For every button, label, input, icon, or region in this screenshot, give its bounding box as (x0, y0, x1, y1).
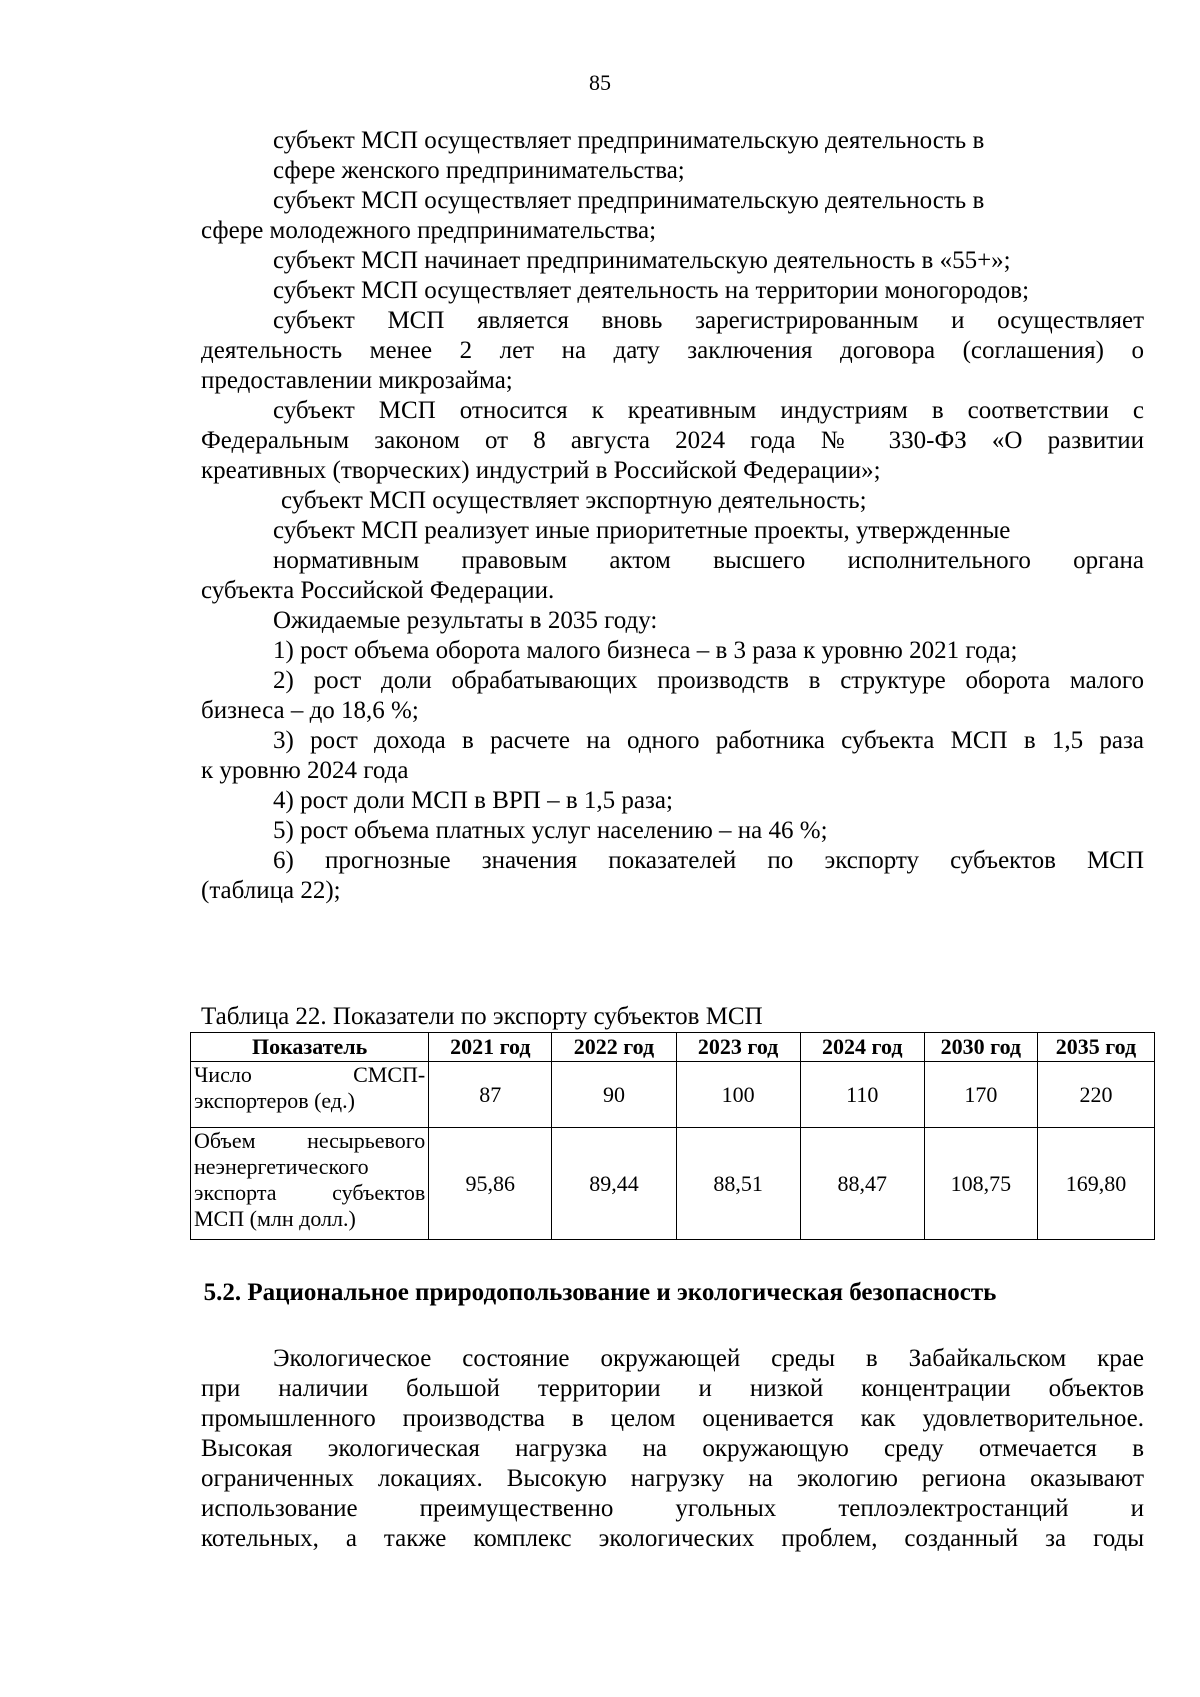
text-line: нормативным правовым актом высшего исполнительного органа (273, 547, 1144, 574)
result-item: 2) рост доли обрабатывающих производств в структуре оборота малого (273, 667, 1144, 694)
table-cell: 169,80 (1037, 1128, 1154, 1240)
result-item: 3) рост дохода в расчете на одного работника субъекта МСП в 1,5 раза (273, 727, 1144, 754)
header-cell: 2023 год (676, 1033, 800, 1062)
result-item: 1) рост объема оборота малого бизнеса – в 3 раза к уровню 2021 года; (273, 637, 1018, 664)
text-line: Экологическое состояние окружающей среды в Забайкальском крае (273, 1345, 1144, 1372)
table-cell: 108,75 (924, 1128, 1037, 1240)
text-line: Высокая экологическая нагрузка на окружающую среду отмечается в (201, 1435, 1144, 1462)
text-line: бизнеса – до 18,6 %; (201, 697, 419, 724)
table-cell: 170 (924, 1062, 1037, 1128)
text-line: к уровню 2024 года (201, 757, 409, 784)
text-line: котельных, а также комплекс экологических проблем, созданный за годы (201, 1525, 1144, 1552)
text-line: сфере молодежного предпринимательства; (201, 217, 657, 244)
text-line: промышленного производства в целом оценивается как удовлетворительное. (201, 1405, 1144, 1432)
header-cell: 2024 год (800, 1033, 924, 1062)
text-line: субъекта Российской Федерации. (201, 577, 555, 604)
text-line: субъект МСП реализует иные приоритетные проекты, утвержденные (273, 517, 1011, 544)
text-line: при наличии большой территории и низкой концентрации объектов (201, 1375, 1144, 1402)
text-line: субъект МСП начинает предпринимательскую деятельность в «55+»; (273, 247, 1011, 274)
header-cell: 2022 год (552, 1033, 676, 1062)
text-line: сфере женского предпринимательства; (273, 157, 685, 184)
table-cell: 110 (800, 1062, 924, 1128)
header-cell: Показатель (191, 1033, 429, 1062)
text-line: деятельность менее 2 лет на дату заключения договора (соглашения) о (201, 337, 1144, 364)
table-cell: 90 (552, 1062, 676, 1128)
table-cell: 88,47 (800, 1128, 924, 1240)
table-cell: 88,51 (676, 1128, 800, 1240)
expected-results-heading: Ожидаемые результаты в 2035 году: (273, 607, 658, 634)
body-text-upper (201, 126, 1144, 906)
table-row (191, 1128, 1155, 1240)
table-cell: 87 (429, 1062, 552, 1128)
table-cell: 89,44 (552, 1128, 676, 1240)
text-line: предоставлении микрозайма; (201, 367, 513, 394)
table-cell: 95,86 (429, 1128, 552, 1240)
text-line: субъект МСП относится к креативным индустриям в соответствии с (273, 397, 1144, 424)
text-line: субъект МСП осуществляет предпринимательскую деятельность в (273, 127, 985, 154)
page-number: 85 (589, 70, 611, 95)
result-item: 5) рост объема платных услуг населению – на 46 %; (273, 817, 828, 844)
body-text-lower (201, 1344, 1144, 1554)
table-caption: Таблица 22. Показатели по экспорту субъектов МСП (201, 1003, 763, 1030)
header-cell: 2030 год (924, 1033, 1037, 1062)
section-heading: 5.2. Рациональное природопользование и экологическая безопасность (203, 1279, 997, 1306)
text-line: креативных (творческих) индустрий в Российской Федерации»; (201, 457, 881, 484)
text-line: субъект МСП осуществляет деятельность на территории моногородов; (273, 277, 1030, 304)
table-cell: 220 (1037, 1062, 1154, 1128)
text-line: субъект МСП осуществляет предпринимательскую деятельность в (273, 187, 985, 214)
text-line: ограниченных локациях. Высокую нагрузку на экологию региона оказывают (201, 1465, 1144, 1492)
header-cell: 2035 год (1037, 1033, 1154, 1062)
table-header-row (191, 1033, 1155, 1062)
header-cell: 2021 год (429, 1033, 552, 1062)
text-line: субъект МСП является вновь зарегистрированным и осуществляет (273, 307, 1144, 334)
text-line: использование преимущественно угольных теплоэлектростанций и (201, 1495, 1144, 1522)
result-item: 6) прогнозные значения показателей по экспорту субъектов МСП (273, 847, 1144, 874)
export-indicators-table (190, 1032, 1155, 1240)
result-item: 4) рост доли МСП в ВРП – в 1,5 раза; (273, 787, 673, 814)
text-line: (таблица 22); (201, 877, 341, 904)
row-label: Число СМСП-экспортеров (ед.) (191, 1062, 429, 1128)
text-line: субъект МСП осуществляет экспортную деятельность; (281, 487, 867, 514)
row-label: Объем несырьевого неэнергетического экспорта субъектов МСП (млн долл.) (191, 1128, 429, 1240)
text-line: Федеральным законом от 8 августа 2024 года № 330-ФЗ «О развитии (201, 427, 1144, 454)
table-row (191, 1062, 1155, 1128)
table-cell: 100 (676, 1062, 800, 1128)
